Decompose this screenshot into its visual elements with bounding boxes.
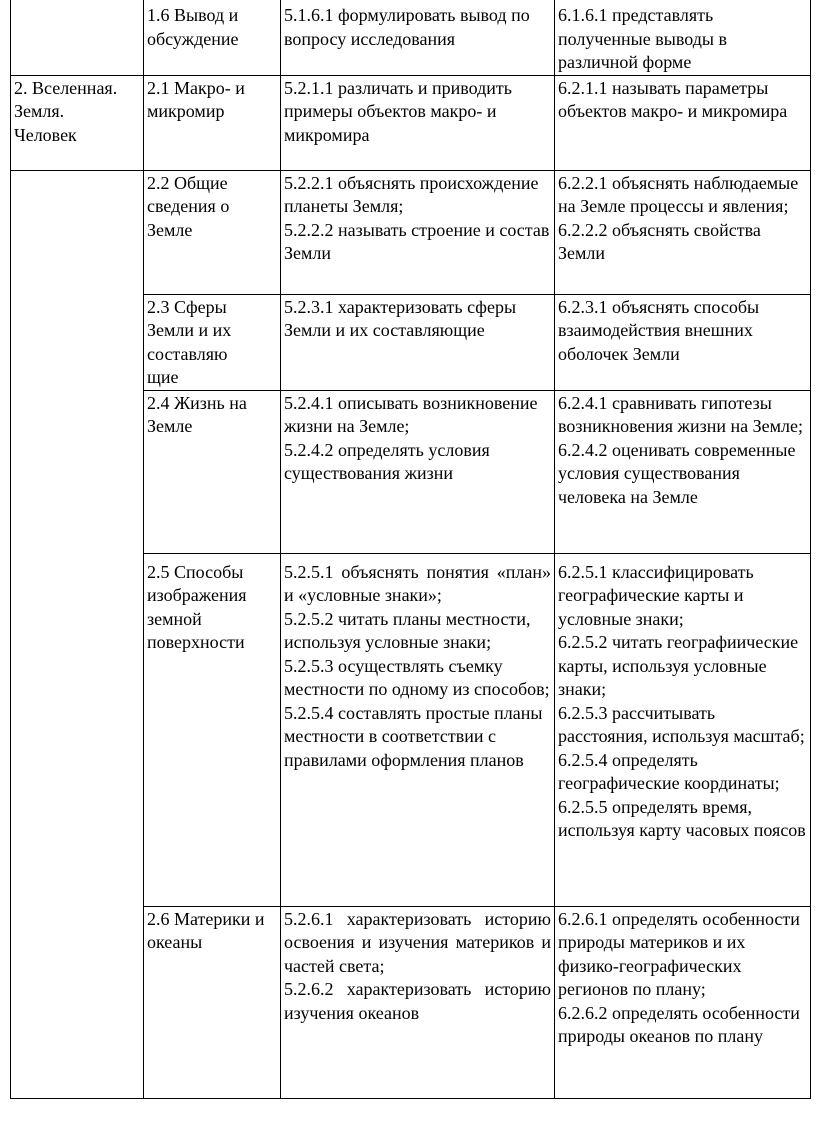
objective-item: 6.2.5.1 классифицировать географические карты и условные знаки; [558, 561, 754, 629]
table-row [11, 553, 811, 906]
grade5-objectives-cell [281, 390, 555, 553]
grade6-objectives-cell [555, 170, 811, 294]
objective-item: 5.2.2.1 объяснять происхождение планеты Земля; [284, 172, 539, 216]
topic-cell: 2.6 Материки и океаны [144, 906, 281, 1098]
objective-item: 6.2.5.4 определять географические координаты; [558, 749, 780, 793]
grade6-objectives-cell [555, 553, 811, 906]
table-row [11, 390, 811, 553]
topic-cell: 2.1 Макро- и микромир [144, 75, 281, 170]
table-row [11, 75, 811, 170]
table-row [11, 906, 811, 1098]
grade5-objectives-cell [281, 75, 555, 170]
objective-item: 6.2.5.3 рассчитывать расстояния, используя масштаб; [558, 702, 805, 746]
topic-cell: 1.6 Вывод и обсуждение [144, 0, 281, 75]
objective-item: 6.2.5.2 читать географиические карты, используя условные знаки; [558, 632, 799, 699]
grade5-objectives-cell [281, 294, 555, 390]
objective-item: 6.2.2.2 объяснять свойства Земли [558, 219, 761, 263]
curriculum-table [10, 0, 811, 1099]
objective-item: 5.2.6.2 характеризовать историю изучения океанов [284, 979, 551, 1023]
objective-item: 6.2.6.2 определять особенности природы океанов по плану [558, 1002, 800, 1046]
grade5-objectives-cell [281, 553, 555, 906]
objective-item: 6.2.5.5 определять время, используя карту часовых поясов [558, 796, 806, 840]
objective-item: 5.2.5.2 читать планы местности, используя условные знаки; [284, 608, 531, 652]
topic-cell: 2.2 Общие сведения о Земле [144, 170, 281, 294]
section-cell [11, 294, 144, 390]
section-cell [11, 390, 144, 553]
objective-item: 5.2.1.1 различать и приводить примеры объектов макро- и микромира [284, 77, 512, 145]
section-cell [11, 170, 144, 294]
objective-item: 6.2.1.1 называть параметры объектов макро- и микромира [558, 77, 788, 121]
objective-item: 6.1.6.1 представлять полученные выводы в различной форме [558, 5, 727, 72]
objective-item: 5.2.5.4 составлять простые планы местности в соответствии с правилами оформления планов [284, 702, 543, 770]
section-cell [11, 906, 144, 1098]
topic-cell: 2.3 Сферы Земли и их составляю щие [144, 294, 281, 390]
objective-item: 5.2.5.3 осуществлять съемку местности по одному из способов; [284, 655, 550, 699]
objective-item: 5.2.3.1 характеризовать сферы Земли и их составляющие [284, 296, 517, 340]
objective-item: 5.2.2.2 называть строение и состав Земли [284, 219, 550, 263]
objective-item: 5.2.6.1 характеризовать историю освоения и изучения материков и частей света; [284, 908, 551, 976]
topic-cell: 2.4 Жизнь на Земле [144, 390, 281, 553]
section-cell [11, 553, 144, 906]
grade5-objectives-cell [281, 0, 555, 75]
grade6-objectives-cell [555, 75, 811, 170]
grade6-objectives-cell [555, 390, 811, 553]
objective-item: 6.2.2.1 объяснять наблюдаемые на Земле процессы и явления; [558, 172, 799, 216]
objective-item: 5.1.6.1 формулировать вывод по вопросу исследования [284, 5, 530, 49]
objective-item: 6.2.4.1 сравнивать гипотезы возникновения жизни на Земле; [558, 392, 803, 436]
objective-item: 6.2.4.2 оценивать современные условия существования человека на Земле [558, 439, 796, 507]
objective-item: 5.2.4.2 определять условия существования жизни [284, 439, 490, 483]
table-row [11, 294, 811, 390]
grade6-objectives-cell [555, 0, 811, 75]
objective-item: 6.2.6.1 определять особенности природы материков и их физико-географических регионов по плану; [558, 908, 800, 999]
objective-item: 6.2.3.1 объяснять способы взаимодействия внешних оболочек Земли [558, 296, 760, 364]
grade5-objectives-cell [281, 906, 555, 1098]
grade6-objectives-cell [555, 906, 811, 1098]
table-row [11, 170, 811, 294]
objective-item: 5.2.5.1 объяснять понятия «план» и «условные знаки»; [284, 561, 551, 605]
table-row [11, 0, 811, 75]
objective-item: 5.2.4.1 описывать возникновение жизни на Земле; [284, 392, 538, 436]
topic-cell: 2.5 Способы изображения земной поверхности [144, 553, 281, 906]
grade5-objectives-cell [281, 170, 555, 294]
grade6-objectives-cell [555, 294, 811, 390]
section-cell [11, 0, 144, 75]
section-cell: 2. Вселенная. Земля. Человек [11, 75, 144, 170]
